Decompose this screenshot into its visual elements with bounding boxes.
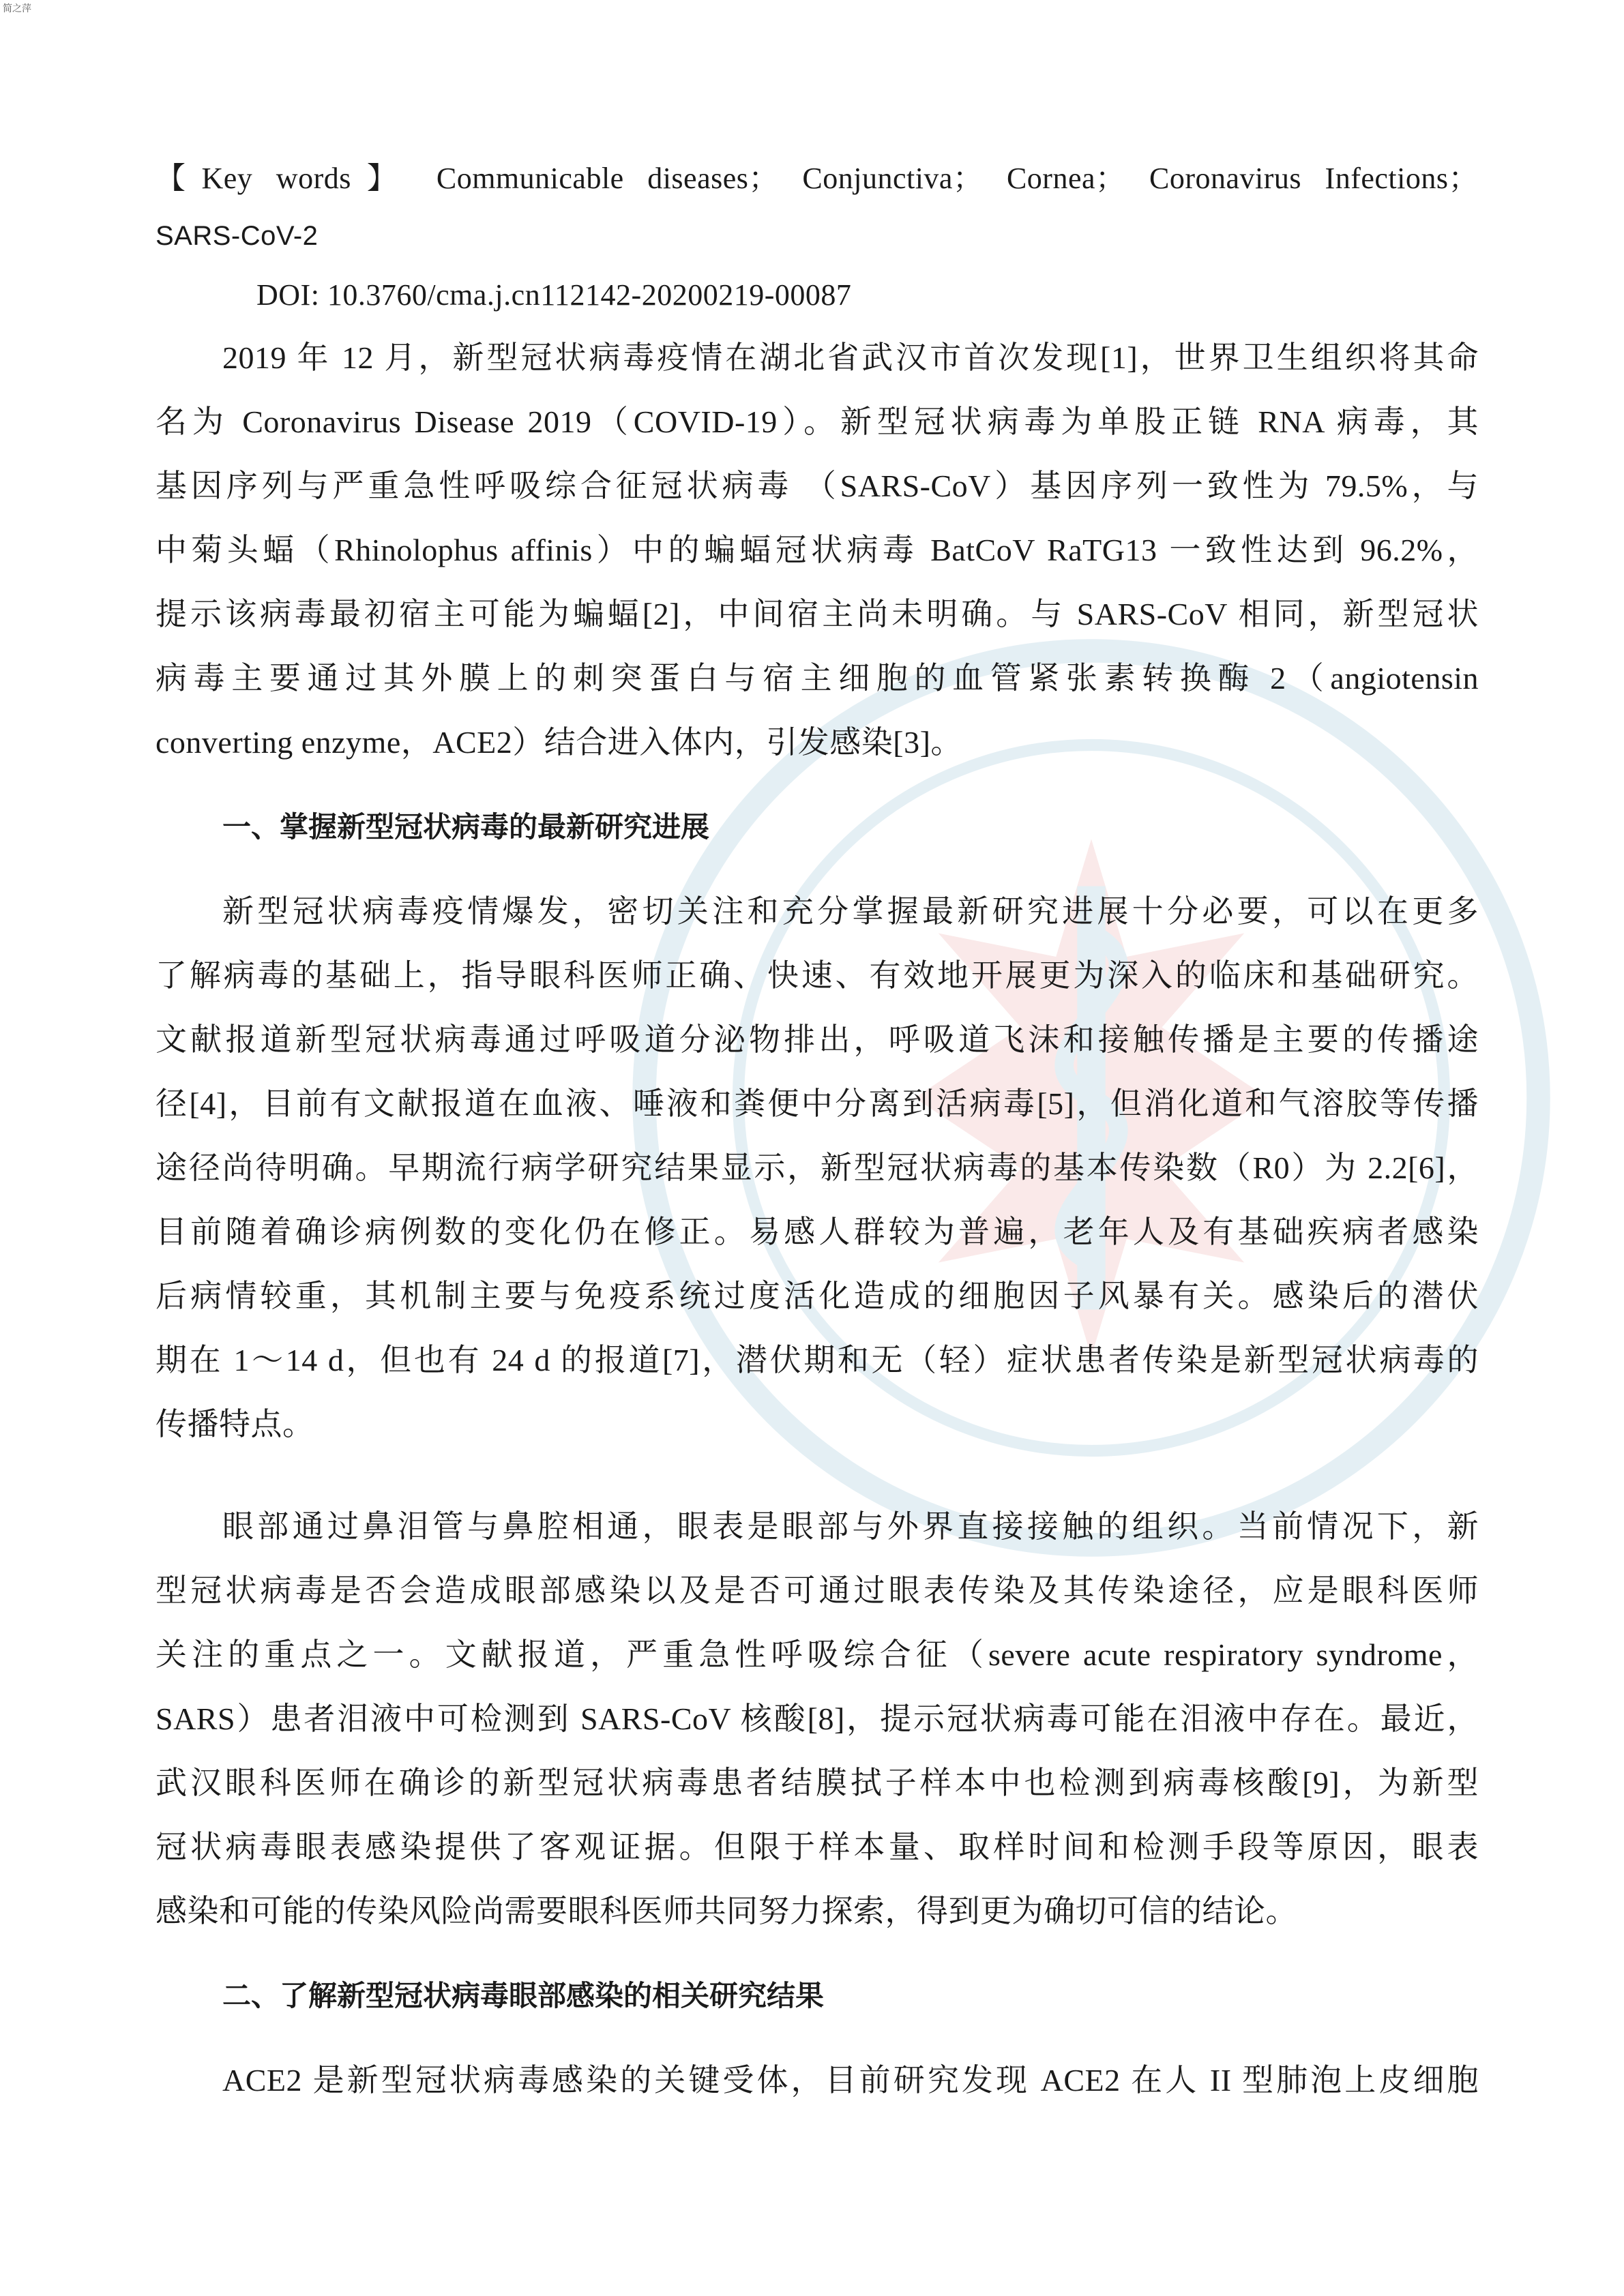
text-line: 目前随着确诊病例数的变化仍在修正。易感人群较为普遍，老年人及有基础疾病者感染 xyxy=(156,1214,1479,1249)
text-line: 关注的重点之一。文献报道，严重急性呼吸综合征（severe acute respiratory syndrome， xyxy=(156,1637,1479,1672)
text-line: 新型冠状病毒疫情爆发，密切关注和充分掌握最新研究进展十分必要，可以在更多 xyxy=(222,894,1479,929)
text-line: 名为 Coronavirus Disease 2019（COVID-19）。新型冠状病毒为单股正链 RNA 病毒，其 xyxy=(156,404,1479,439)
text-line: SARS）患者泪液中可检测到 SARS-CoV 核酸[8]，提示冠状病毒可能在泪液中存在。最近， xyxy=(156,1701,1479,1736)
section1-paragraph-2 xyxy=(156,1495,1479,1943)
section1-paragraph-1 xyxy=(156,880,1479,1457)
text-line: 病毒主要通过其外膜上的刺突蛋白与宿主细胞的血管紧张素转换酶 2（angiotensin xyxy=(156,661,1479,696)
keywords-line-continued: SARS-CoV-2 xyxy=(156,221,319,251)
text-line: ACE2 是新型冠状病毒感染的关键受体，目前研究发现 ACE2 在人 II 型肺泡上皮细胞 xyxy=(222,2063,1479,2098)
corner-tag: 简之萍 xyxy=(3,3,31,14)
text-line: 型冠状病毒是否会造成眼部感染以及是否可通过眼表传染及其传染途径，应是眼科医师 xyxy=(156,1573,1479,1608)
text-line: 文献报道新型冠状病毒通过呼吸道分泌物排出，呼吸道飞沫和接触传播是主要的传播途 xyxy=(156,1022,1479,1057)
text-line: 基因序列与严重急性呼吸综合征冠状病毒 （SARS-CoV）基因序列一致性为 79.5%，与 xyxy=(156,468,1479,503)
text-line: 2019 年 12 月，新型冠状病毒疫情在湖北省武汉市首次发现[1]，世界卫生组织将其命 xyxy=(222,340,1479,375)
text-line: 中菊头蝠（Rhinolophus affinis）中的蝙蝠冠状病毒 BatCoV RaTG13 一致性达到 96.2%， xyxy=(156,533,1479,567)
text-line: 感染和可能的传染风险尚需要眼科医师共同努力探索，得到更为确切可信的结论。 xyxy=(156,1894,1297,1928)
section2-paragraph-1 xyxy=(156,2048,1479,2113)
intro-paragraph xyxy=(156,326,1479,775)
text-line: 传播特点。 xyxy=(156,1407,314,1442)
text-line: 武汉眼科医师在确诊的新型冠状病毒患者结膜拭子样本中也检测到病毒核酸[9]，为新型 xyxy=(156,1765,1479,1800)
text-line: 径[4]，目前有文献报道在血液、唾液和粪便中分离到活病毒[5]，但消化道和气溶胶等传播 xyxy=(156,1086,1479,1121)
section-heading-2: 二、了解新型冠状病毒眼部感染的相关研究结果 xyxy=(222,1979,825,2012)
text-line: converting enzyme，ACE2）结合进入体内，引发感染[3]。 xyxy=(156,725,962,760)
text-line: 了解病毒的基础上，指导眼科医师正确、快速、有效地开展更为深入的临床和基础研究。 xyxy=(156,958,1479,993)
text-line: 眼部通过鼻泪管与鼻腔相通，眼表是眼部与外界直接接触的组织。当前情况下，新 xyxy=(222,1509,1479,1544)
keywords-line: 【Key words】 Communicable diseases； Conjunctiva； Cornea； Coronavirus Infections； xyxy=(156,162,1479,195)
text-line: 期在 1～14 d，但也有 24 d 的报道[7]，潜伏期和无（轻）症状患者传染是新型冠状病毒的 xyxy=(156,1343,1479,1377)
paper-body xyxy=(156,150,1479,2113)
doi-line: DOI: 10.3760/cma.j.cn112142-20200219-00087 xyxy=(256,278,852,312)
section-heading-1: 一、掌握新型冠状病毒的最新研究进展 xyxy=(222,810,710,844)
text-line: 冠状病毒眼表感染提供了客观证据。但限于样本量、取样时间和检测手段等原因，眼表 xyxy=(156,1830,1479,1864)
text-line: 后病情较重，其机制主要与免疫系统过度活化造成的细胞因子风暴有关。感染后的潜伏 xyxy=(156,1279,1479,1313)
text-line: 提示该病毒最初宿主可能为蝙蝠[2]，中间宿主尚未明确。与 SARS-CoV 相同，新型冠状 xyxy=(156,597,1479,631)
text-line: 途径尚待明确。早期流行病学研究结果显示，新型冠状病毒的基本传染数（R0）为 2.2[6]， xyxy=(156,1150,1479,1185)
